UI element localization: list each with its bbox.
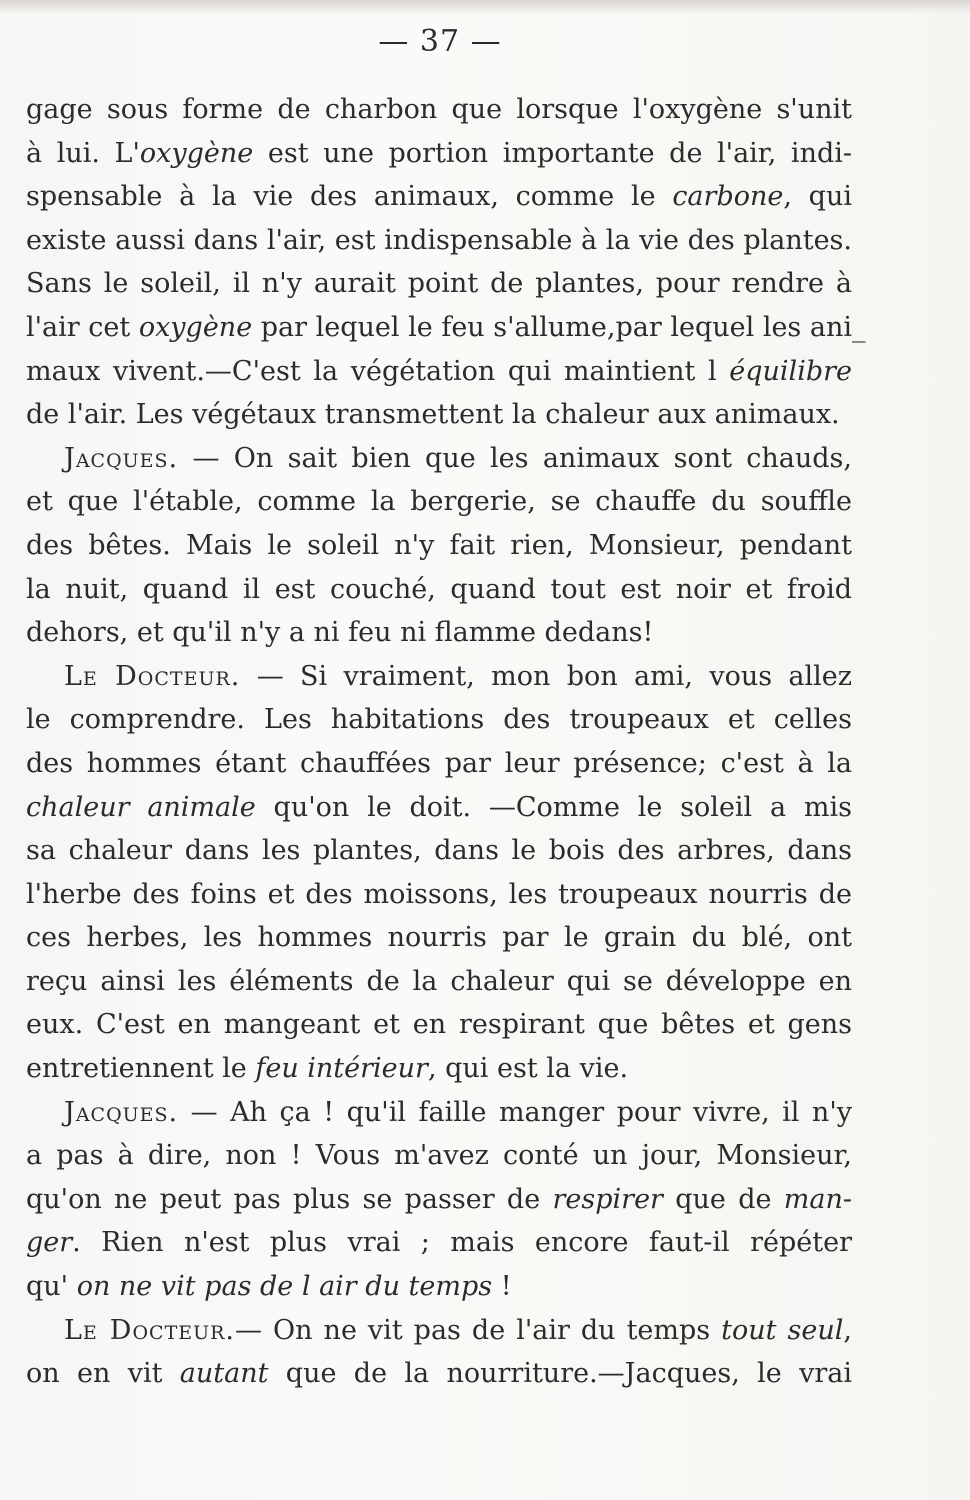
- text-line: [26, 1047, 852, 1091]
- text-run: ces herbes, les hommes nourris par le grain du blé, ont: [26, 922, 852, 954]
- text-line: [26, 698, 852, 742]
- text-run: spensable à la vie des animaux, comme le: [26, 181, 673, 213]
- text-run: le comprendre. Les habitations des troupeaux et celles: [26, 704, 852, 736]
- text-line: [26, 611, 852, 655]
- italic-run: carbone: [672, 181, 784, 213]
- italic-run: oxygène: [139, 137, 254, 169]
- text-line: [26, 1003, 852, 1047]
- text-run: dehors, et qu'il n'y a ni feu ni flamme dedans!: [26, 617, 654, 649]
- text-run: qu': [26, 1271, 77, 1303]
- text-run: que de: [662, 1183, 784, 1215]
- text-run: Sans le soleil, il n'y aurait point de plantes, pour rendre à: [26, 268, 852, 300]
- text-run: et que l'étable, comme la bergerie, se chauffe du souffle: [26, 486, 852, 518]
- text-run: ,: [843, 1314, 852, 1346]
- text-line: [26, 262, 852, 306]
- text-line: [26, 306, 866, 350]
- text-line: [26, 742, 852, 786]
- text-run: — Ah ça ! qu'il faille manger pour vivre, il n'y: [178, 1096, 852, 1128]
- text-line: [26, 786, 852, 830]
- text-line: [26, 480, 852, 524]
- text-line: [26, 88, 852, 132]
- text-run: maux vivent.—C'est la végétation qui maintient l: [26, 355, 730, 387]
- text-run: qu'on ne peut pas plus se passer de: [26, 1183, 553, 1215]
- text-run: sa chaleur dans les plantes, dans le bois des arbres, dans: [26, 835, 852, 867]
- text-run: — On ne vit pas de l'air du temps: [235, 1314, 722, 1346]
- text-run: l'herbe des foins et des moissons, les troupeaux nourris de: [26, 878, 852, 910]
- text-line: [26, 829, 852, 873]
- italic-run: man-: [783, 1183, 852, 1215]
- text-line: [26, 960, 852, 1004]
- text-run: entretiennent le: [26, 1053, 256, 1085]
- text-run: . Rien n'est plus vrai ; mais encore faut-il répéter: [72, 1227, 852, 1259]
- italic-run: respirer: [552, 1183, 663, 1215]
- text-line: [26, 568, 852, 612]
- text-line: [26, 1178, 852, 1222]
- text-line: [26, 655, 852, 699]
- text-run: , qui: [783, 181, 852, 213]
- text-run: l'air cet: [26, 311, 139, 343]
- italic-run: tout seul: [721, 1314, 844, 1346]
- text-run: !: [492, 1271, 512, 1303]
- text-run: la nuit, quand il est couché, quand tout est noir et froid: [26, 573, 852, 605]
- text-run: a pas à dire, non ! Vous m'avez conté un jour, Monsieur,: [26, 1140, 852, 1172]
- italic-run: on ne vit pas de l air du temps: [76, 1271, 493, 1303]
- text-line: [26, 219, 852, 263]
- text-line: [26, 1352, 852, 1396]
- italic-run: autant: [179, 1358, 269, 1390]
- text-line: [26, 175, 852, 219]
- text-line: [26, 1265, 852, 1309]
- italic-run: ger: [26, 1227, 73, 1259]
- text-run: — On sait bien que les animaux sont chauds,: [178, 442, 852, 474]
- page-edge-shadow: [0, 0, 970, 14]
- text-run: existe aussi dans l'air, est indispensable à la vie des plantes.: [26, 224, 852, 256]
- text-line: [26, 916, 852, 960]
- text-run: est une portion importante de l'air, indi-: [253, 137, 852, 169]
- text-run: — Si vraiment, mon bon ami, vous allez: [240, 660, 852, 692]
- italic-run: chaleur animale: [26, 791, 256, 823]
- text-run: on en vit: [26, 1358, 180, 1390]
- speaker-name: Jacques.: [64, 442, 179, 474]
- text-line: [26, 437, 852, 481]
- text-run: gage sous forme de charbon que lorsque l'oxygène s'unit: [26, 94, 852, 125]
- text-line: [26, 873, 852, 917]
- italic-run: équilibre: [729, 355, 852, 387]
- text-run: eux. C'est en mangeant et en respirant que bêtes et gens: [26, 1009, 852, 1041]
- text-run: par lequel le feu s'allume,par lequel les ani_: [252, 311, 866, 343]
- text-run: à lui. L': [26, 137, 140, 169]
- italic-run: oxygène: [138, 311, 253, 343]
- speaker-name: Jacques.: [64, 1096, 179, 1128]
- text-line: [26, 1134, 852, 1178]
- text-run: reçu ainsi les éléments de la chaleur qui se développe en: [26, 965, 852, 997]
- text-line: [26, 1309, 852, 1353]
- text-run: des hommes étant chauffées par leur présence; c'est à la: [26, 747, 852, 779]
- speaker-name: Le Docteur.: [64, 1314, 236, 1346]
- text-run: , qui est la vie.: [427, 1053, 629, 1085]
- italic-run: feu intérieur: [255, 1053, 428, 1085]
- text-line: [26, 1091, 852, 1135]
- text-line: [26, 524, 852, 568]
- body-text: [26, 88, 866, 1396]
- text-run: de l'air. Les végétaux transmettent la chaleur aux animaux.: [26, 399, 840, 431]
- speaker-name: Le Docteur.: [64, 660, 241, 692]
- text-run: que de la nourriture.—Jacques, le vrai: [268, 1358, 852, 1390]
- text-line: [26, 393, 852, 437]
- text-run: qu'on le doit. —Comme le soleil a mis: [255, 791, 852, 823]
- text-line: [26, 132, 852, 176]
- text-run: des bêtes. Mais le soleil n'y fait rien, Monsieur, pendant: [26, 529, 852, 561]
- page-number: — 37 —: [378, 24, 502, 59]
- text-line: [26, 1221, 852, 1265]
- text-line: [26, 350, 852, 394]
